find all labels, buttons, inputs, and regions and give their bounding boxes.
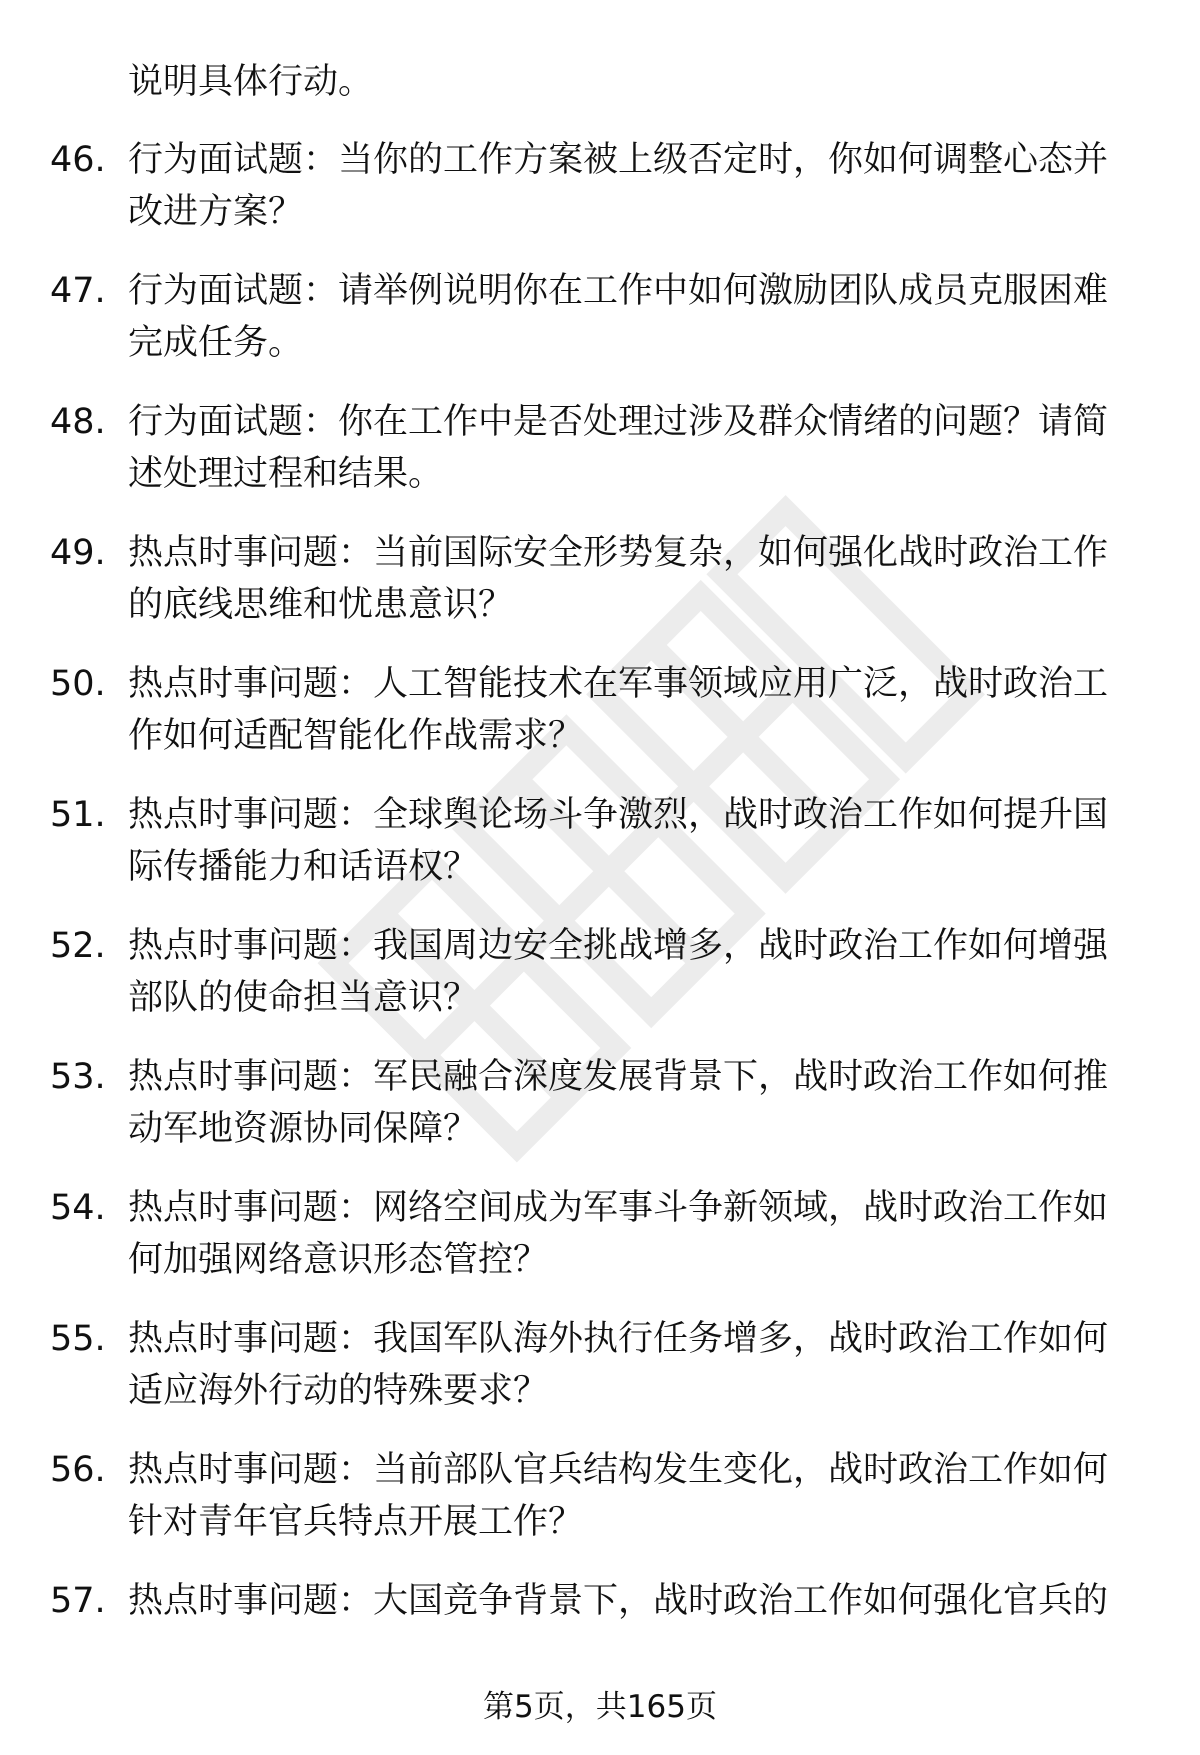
- list-item: [0, 1444, 1200, 1548]
- item-number: 52.: [50, 926, 106, 966]
- item-text-line: 热点时事问题：人工智能技术在军事领域应用广泛，战时政治工: [128, 664, 1109, 704]
- list-item: [0, 1575, 1200, 1679]
- list-item: [0, 1051, 1200, 1155]
- item-text-line: 热点时事问题：当前国际安全形势复杂，如何强化战时政治工作: [128, 533, 1109, 573]
- item-number: 57.: [50, 1581, 106, 1621]
- list-item: [0, 1313, 1200, 1417]
- item-text-line: 述处理过程和结果。: [128, 454, 444, 494]
- item-text-line: 改进方案？: [128, 192, 304, 232]
- item-text-line: 热点时事问题：大国竞争背景下，战时政治工作如何强化官兵的: [128, 1581, 1109, 1621]
- item-text-line: 热点时事问题：军民融合深度发展背景下，战时政治工作如何推: [128, 1057, 1109, 1097]
- item-number: 54.: [50, 1188, 106, 1228]
- item-text-line: 行为面试题：请举例说明你在工作中如何激励团队成员克服困难: [128, 271, 1109, 311]
- item-text-line: 热点时事问题：网络空间成为军事斗争新领域，战时政治工作如: [128, 1188, 1109, 1228]
- item-number: 48.: [50, 402, 106, 442]
- item-text-line: 完成任务。: [128, 323, 304, 363]
- item-text-line: 作如何适配智能化作战需求？: [128, 716, 584, 756]
- list-item: [0, 658, 1200, 762]
- list-item: [0, 265, 1200, 369]
- list-item: [0, 396, 1200, 500]
- item-text-line: 适应海外行动的特殊要求？: [128, 1371, 549, 1411]
- list-item: [0, 527, 1200, 631]
- continuation-text: 说明具体行动。: [128, 62, 374, 102]
- page-number-footer: 第5页，共165页: [483, 1689, 717, 1725]
- list-item: [0, 920, 1200, 1024]
- item-text-line: 际传播能力和话语权？: [128, 847, 479, 887]
- item-text-line: 的底线思维和忧患意识？: [128, 585, 514, 625]
- item-number: 53.: [50, 1057, 106, 1097]
- item-text-line: 热点时事问题：当前部队官兵结构发生变化，战时政治工作如何: [128, 1450, 1109, 1490]
- item-number: 49.: [50, 533, 106, 573]
- item-number: 50.: [50, 664, 106, 704]
- item-text-line: 动军地资源协同保障？: [128, 1109, 479, 1149]
- item-number: 51.: [50, 795, 106, 835]
- item-text-line: 部队的使命担当意识？: [128, 978, 479, 1018]
- list-item: [0, 789, 1200, 893]
- list-item: [0, 134, 1200, 238]
- item-text-line: 针对青年官兵特点开展工作？: [128, 1502, 584, 1542]
- item-number: 55.: [50, 1319, 106, 1359]
- list-item: [0, 1182, 1200, 1286]
- item-text-line: 热点时事问题：全球舆论场斗争激烈，战时政治工作如何提升国: [128, 795, 1109, 835]
- item-text-line: 行为面试题：当你的工作方案被上级否定时，你如何调整心态并: [128, 140, 1109, 180]
- document-body: [0, 56, 1200, 1706]
- item-number: 56.: [50, 1450, 106, 1490]
- item-text-line: 何加强网络意识形态管控？: [128, 1240, 549, 1280]
- item-text-line: 行为面试题：你在工作中是否处理过涉及群众情绪的问题？请简: [128, 402, 1109, 442]
- item-number: 46.: [50, 140, 106, 180]
- item-number: 47.: [50, 271, 106, 311]
- item-text-line: 热点时事问题：我国周边安全挑战增多，战时政治工作如何增强: [128, 926, 1109, 966]
- item-text-line: 热点时事问题：我国军队海外执行任务增多，战时政治工作如何: [128, 1319, 1109, 1359]
- question-list: [0, 134, 1200, 1679]
